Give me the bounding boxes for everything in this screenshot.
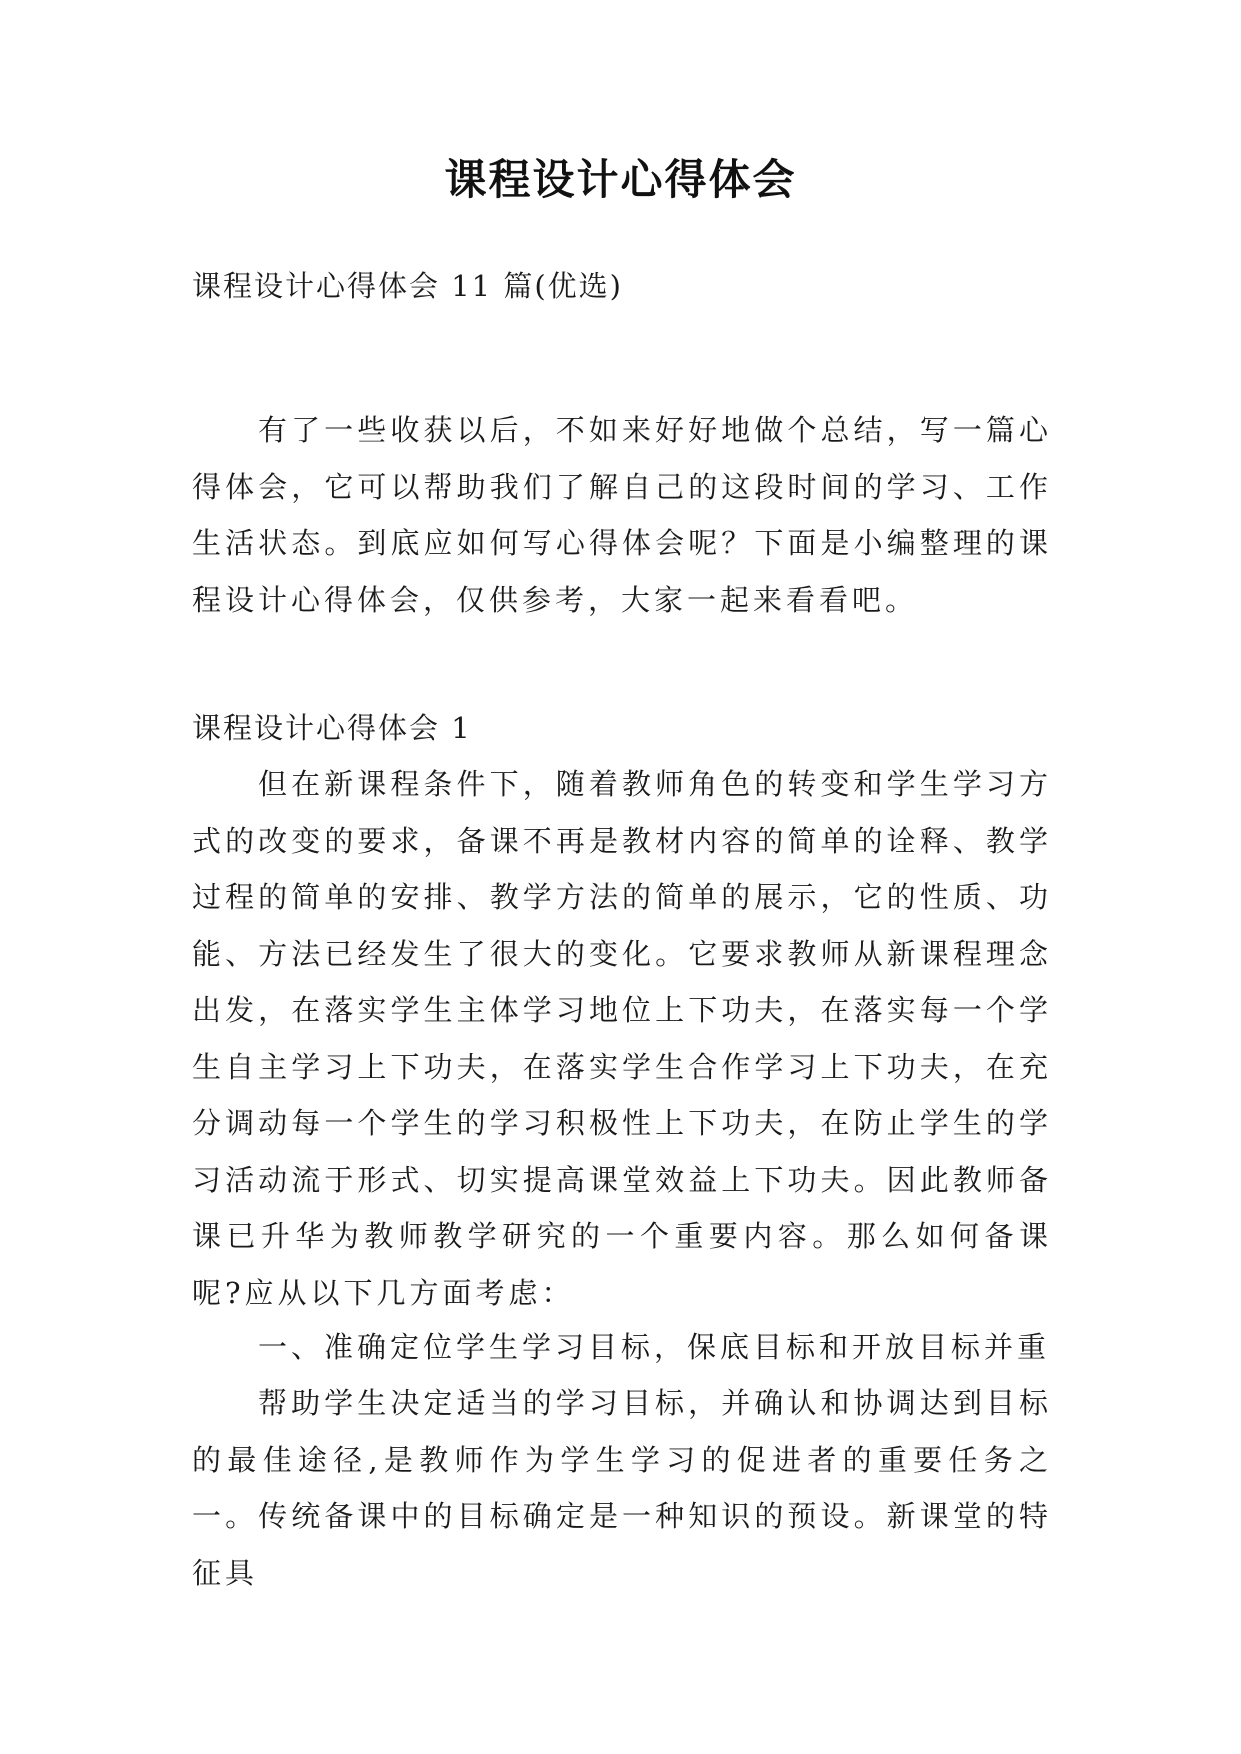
section-heading: 课程设计心得体会 1 bbox=[192, 711, 472, 745]
intro-paragraph: 有了一些收获以后，不如来好好地做个总结，写一篇心得体会，它可以帮助我们了解自己的这段时间的学习、工作生活状态。到底应如何写心得体会呢？下面是小编整理的课程设计心得体会，仅供参考，大家一起来看看吧。 bbox=[192, 413, 1052, 617]
document-title: 课程设计心得体会 bbox=[444, 155, 797, 204]
point-heading: 一、准确定位学生学习目标，保底目标和开放目标并重 bbox=[258, 1330, 1051, 1364]
body-paragraph: 帮助学生决定适当的学习目标，并确认和协调达到目标的最佳途径,是教师作为学生学习的促进者的重要任务之一。传统备课中的目标确定是一种知识的预设。新课堂的特征具 bbox=[192, 1386, 1052, 1590]
document-subtitle: 课程设计心得体会 11 篇(优选) bbox=[192, 269, 623, 303]
body-paragraph: 但在新课程条件下，随着教师角色的转变和学生学习方式的改变的要求，备课不再是教材内容的简单的诠释、教学过程的简单的安排、教学方法的简单的展示，它的性质、功能、方法已经发生了很大的变化。它要求教师从新课程理念出发，在落实学生主体学习地位上下功夫，在落实每一个学生自主学习上下功夫，在落实学生合作学习上下功夫，在充分调动每一个学生的学习积极性上下功夫，在防止学生的学习活动流于形式、切实提高课堂效益上下功夫。因此教师备课已升华为教师教学研究的一个重要内容。那么如何备课呢?应从以下几方面考虑： bbox=[192, 767, 1052, 1310]
